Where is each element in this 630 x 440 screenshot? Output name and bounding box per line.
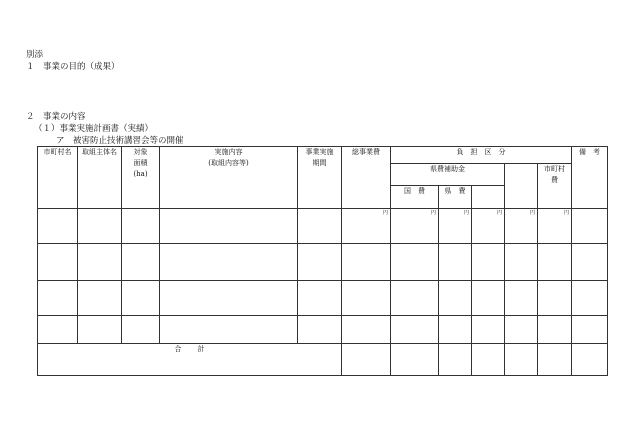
table-row [38, 209, 608, 244]
header-total-cost: 総事業費 [342, 147, 391, 209]
total-row [38, 344, 608, 376]
table-row [38, 316, 608, 344]
header-content: 実施内容 (取組内容等) [160, 147, 298, 209]
header-entity: 取組主体名 [78, 147, 122, 209]
header-municipality: 市町村名 [38, 147, 78, 209]
total-label: 合 計 [38, 344, 342, 376]
yen-unit: 円 [430, 210, 436, 216]
header-municipal: 市町村 費 [538, 164, 572, 209]
table-row [38, 281, 608, 316]
section-1-heading: １ 事業の目的（成果） [26, 62, 120, 72]
header-national: 国 費 [391, 186, 439, 209]
subsection-1-heading: （１）事業実施計画書（実績） [34, 124, 154, 134]
header-period: 事業実施 期間 [298, 147, 342, 209]
header-prefectural: 県 費 [439, 186, 472, 209]
header-burden: 負 担 区 分 [391, 147, 572, 164]
yen-unit: 円 [563, 210, 569, 216]
section-2-heading: ２ 事業の内容 [26, 112, 86, 122]
header-pref-subsidy: 県費補助金 [391, 164, 505, 186]
header-area: 対象 面積 (ha) [122, 147, 160, 209]
plan-table [37, 146, 608, 376]
yen-unit: 円 [529, 210, 535, 216]
attachment-label: 別添 [26, 50, 44, 60]
yen-unit: 円 [463, 210, 469, 216]
table-row [38, 244, 608, 281]
yen-unit: 円 [496, 210, 502, 216]
header-municipal-blank [505, 164, 538, 209]
header-blank [472, 186, 505, 209]
yen-unit: 円 [382, 210, 388, 216]
subsection-1a-heading: ア 被害防止技術講習会等の開催 [56, 136, 184, 146]
header-remarks: 備 考 [572, 147, 608, 209]
